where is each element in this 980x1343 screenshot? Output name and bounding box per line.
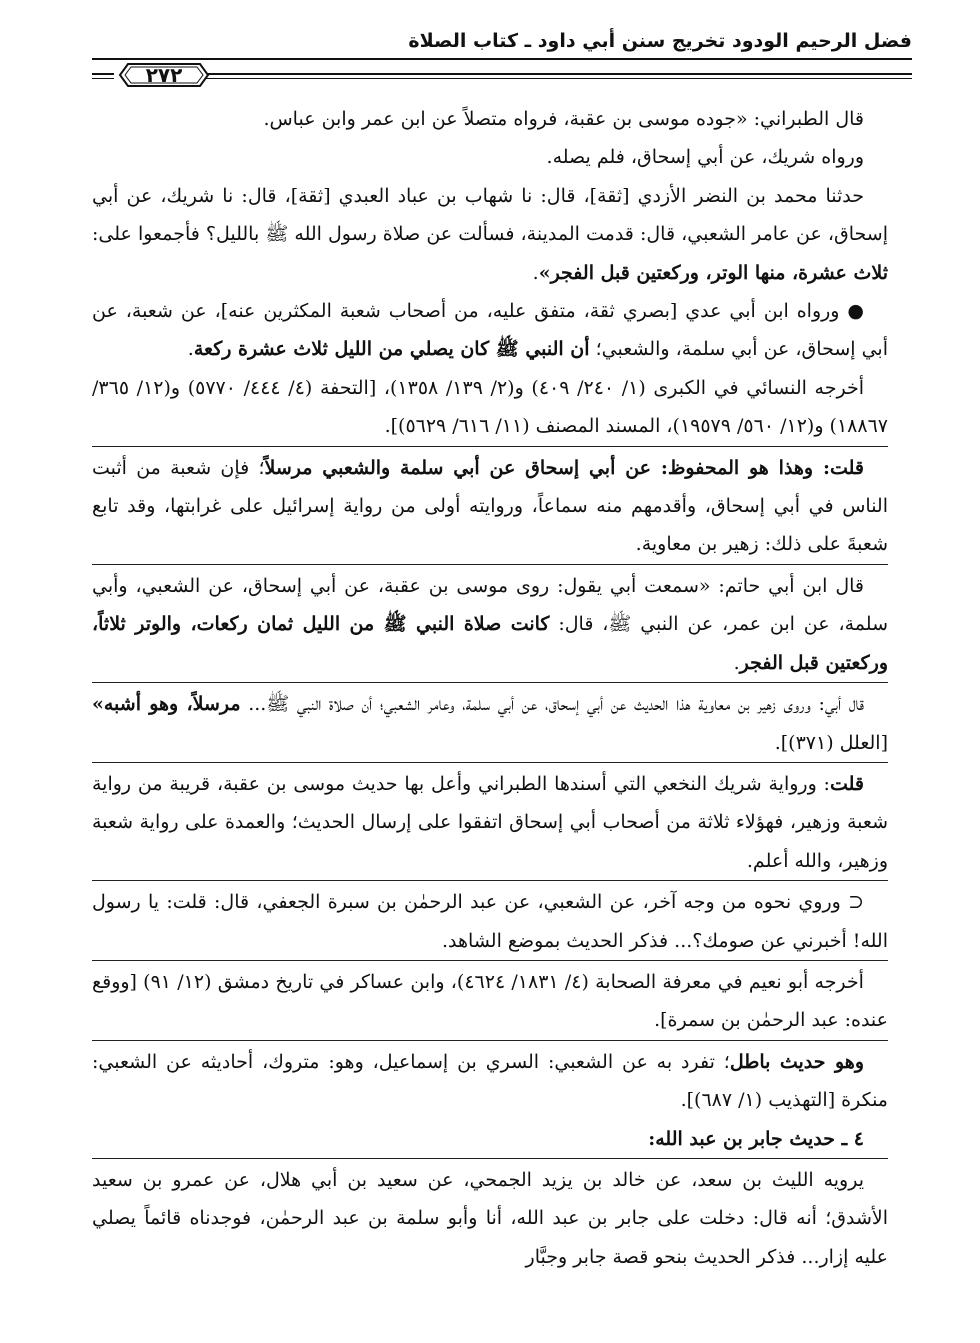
- paragraph: [92, 292, 888, 369]
- bold-text: مرسلاً، وهو أشبه»: [92, 693, 241, 716]
- text-run: .: [532, 261, 539, 284]
- bold-text: أن النبي ﷺ كان يصلي من الليل ثلاث عشرة ركعة: [193, 338, 590, 361]
- header-double-rule: [134, 73, 912, 75]
- page-body: [92, 100, 888, 1276]
- header-double-rule-thin: [134, 78, 912, 79]
- page-number: ٢٧٢: [145, 63, 183, 87]
- text-run: ● ورواه ابن أبي عدي [بصري ثقة، متفق عليه، من أصحاب شعبة المكثرين عنه]، عن شعبة، عن أبي إسحاق، عن أبي سلمة، والشعبي؛: [92, 300, 888, 361]
- paragraph: [92, 138, 888, 176]
- section-heading: [92, 1120, 888, 1158]
- bold-text: قلت: [829, 772, 864, 795]
- paragraph-divider: [92, 1158, 888, 1159]
- text-run: ورواه شريك، عن أبي إسحاق، فلم يصله.: [546, 146, 864, 169]
- text-run: يرويه الليث بن سعد، عن خالد بن يزيد الجمحي، عن سعيد بن أبي هلال، عن عمرو بن سعيد الأشدق؛ أنه قال: دخلت على جابر بن عبد الله، أنا وأبو سلمة بن عبد الرحمٰن، فوجدناه قائماً يصلي عليه إزار... فذكر الحديث بنحو قصة جابر وجبَّار: [92, 1168, 888, 1268]
- bold-text: كانت صلاة النبي ﷺ من الليل ثمان ركعات، والوتر ثلاثاً، وركعتين قبل الفجر: [92, 613, 888, 674]
- text-run: أخرجه أبو نعيم في معرفة الصحابة (٤/ ١٨٣١/ ٤٦٢٤)، وابن عساكر في تاريخ دمشق (١٢/ ٩١) [ووقع عنده: عبد الرحمٰن بن سمرة].: [92, 970, 888, 1032]
- text-run: [العلل (٣٧١)].: [774, 731, 888, 754]
- bold-text: ثلاث عشرة، منها الوتر، وركعتين قبل الفجر»: [538, 261, 888, 284]
- page-number-frame: [118, 62, 210, 88]
- paragraph-divider: [92, 960, 888, 961]
- text-run: ؛ فإن شعبة من أثبت الناس في أبي إسحاق، وأقدمهم منه سماعاً، وروايته أولى من رواية إسرائيل على غرابتها، وقد تابع شعبةَ على ذلك: زهير بن معاوية.: [92, 456, 888, 556]
- text-run: أخرجه النسائي في الكبرى (١/ ٢٤٠/ ٤٠٩) و(٢/ ١٣٩/ ١٣٥٨)، [التحفة (٤/ ٤٤٤/ ٥٧٧٠) و(١٢/ ٣٦٥/ ١٨٨٦٧) و(١٢/ ٥٦٠/ ١٩٥٧٩)، المسند المصنف (١١/ ٦١٦/ ٥٦٢٩)].: [92, 376, 888, 438]
- text-run: ⊂ وروي نحوه من وجه آخر، عن الشعبي، عن عبد الرحمٰن بن سبرة الجعفي، قال: قلت: يا رسول الله! أخبرني عن صومك؟... فذكر الحديث بموضع الشاهد.: [92, 891, 888, 952]
- paragraph: [92, 177, 888, 292]
- paragraph: [92, 1161, 888, 1276]
- bold-text: ٤ ـ حديث جابر بن عبد الله:: [648, 1127, 864, 1150]
- paragraph: [92, 1043, 888, 1120]
- text-run: : ورواية شريك النخعي التي أسندها الطبراني وأعل بها حديث موسى بن عقبة، قريبة من رواية شعبة وزهير، فهؤلاء ثلاثة من أصحاب أبي إسحاق اتفقوا على إرسال الحديث؛ والعمدة على رواية شعبة وزهير، والله أعلم.: [92, 772, 888, 872]
- page-header: [92, 24, 912, 86]
- paragraph: [92, 765, 888, 880]
- text-run: قال أبي: وروى زهير بن معاوية هذا الحديث عن أبي إسحاق، عن أبي سلمة، وعامر الشعبي؛ أن صلاة النبي ﷺ...: [240, 693, 864, 716]
- paragraph: [92, 685, 888, 762]
- paragraph: [92, 963, 888, 1040]
- paragraph-divider: [92, 446, 888, 447]
- text-run: قال الطبراني: «جوده موسى بن عقبة، فرواه متصلاً عن ابن عمر وابن عباس.: [263, 108, 864, 130]
- text-run: .: [187, 338, 194, 361]
- paragraph: [92, 100, 888, 138]
- text-run: حدثنا محمد بن النضر الأزدي [ثقة]، قال: نا شهاب بن عباد العبدي [ثقة]، قال: نا شريك، عن أبي إسحاق، عن عامر الشعبي، قال: قدمت المدينة، فسألت عن صلاة رسول الله ﷺ بالليل؟ فأجمعوا على:: [92, 184, 888, 246]
- bold-text: وهو حديث باطل: [729, 1050, 864, 1073]
- paragraph: [92, 883, 888, 960]
- paragraph: [92, 369, 888, 446]
- header-rule: [92, 58, 912, 60]
- header-rule-left-thin: [92, 78, 114, 79]
- paragraph-divider: [92, 1040, 888, 1041]
- header-ornament-row: [92, 62, 912, 86]
- paragraph-divider: [92, 564, 888, 565]
- text-run: قال ابن أبي حاتم: «سمعت أبي يقول: روى موسى بن عقبة، عن أبي إسحاق، عن الشعبي، وأبي سلمة، عن ابن عمر، عن النبي ﷺ، قال:: [92, 574, 888, 636]
- running-title: فضل الرحيم الودود تخريج سنن أبي داود ـ كتاب الصلاة: [408, 30, 912, 52]
- bold-text: قلت: وهذا هو المحفوظ: عن أبي إسحاق عن أبي سلمة والشعبي مرسلاً: [264, 456, 864, 479]
- paragraph-divider: [92, 880, 888, 881]
- paragraph-divider: [92, 762, 888, 763]
- paragraph-divider: [92, 682, 888, 683]
- paragraph: [92, 567, 888, 682]
- paragraph: [92, 449, 888, 564]
- text-run: ؛ تفرد به عن الشعبي: السري بن إسماعيل، وهو: متروك، أحاديثه عن الشعبي: منكرة [التهذيب (١/ ٦٨٧)].: [92, 1050, 888, 1112]
- text-run: .: [733, 651, 740, 674]
- header-rule-left: [92, 73, 114, 75]
